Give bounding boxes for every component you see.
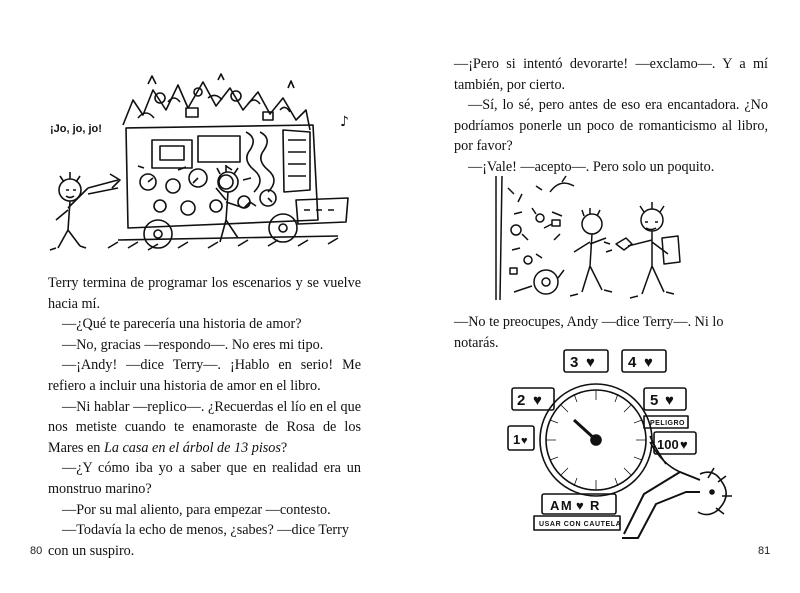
- paragraph: Terry termina de programar los escenarios y se vuelve hacia mí.: [48, 275, 361, 312]
- level-5-number: 5: [650, 392, 659, 409]
- amor-label-left: AM: [550, 498, 574, 513]
- machine-illustration: [48, 70, 358, 255]
- rosa-text-before: —Ni hablar —replico—. ¿Recuerdas el lío en el que nos metiste cuando te enamoraste de Rosa de los Mares en: [48, 398, 361, 456]
- heart-icon: ♥: [576, 498, 584, 513]
- candy-drawing: [492, 174, 700, 302]
- paragraph: —Todavía la echo de menos, ¿sabes? —dice Terry con un suspiro.: [48, 522, 349, 559]
- heart-icon: ♥: [680, 437, 688, 452]
- music-note: ♪: [340, 114, 349, 130]
- heart-icon: ♥: [665, 392, 674, 409]
- paragraph: —¡Pero si intentó devorarte! —exclamo—. Y a mí también, por cierto.: [454, 56, 768, 93]
- laugh-caption: ¡Jo, jo, jo!: [50, 123, 102, 135]
- paragraph: —¿Y cómo iba yo a saber que en realidad era un monstruo marino?: [48, 460, 361, 497]
- level-2-number: 2: [517, 392, 526, 409]
- handshake-illustration: [492, 174, 700, 302]
- paragraph: —No te preocupes, Andy —dice Terry—. Ni lo notarás.: [454, 314, 724, 351]
- love-meter-drawing: [504, 344, 744, 540]
- rosa-text-after: ?: [280, 439, 288, 456]
- love-meter-illustration: [504, 344, 744, 540]
- left-page-text: [48, 273, 361, 561]
- level-100-number: 100: [657, 437, 679, 452]
- heart-icon: ♥: [533, 392, 542, 409]
- heart-icon: ♥: [586, 354, 595, 371]
- paragraph: —¿Qué te parecería una historia de amor?: [62, 316, 302, 333]
- level-1-number: 1: [513, 432, 521, 447]
- paragraph-rosa: [48, 397, 361, 459]
- level-4-number: 4: [628, 354, 637, 371]
- page-number-left: 80: [30, 545, 43, 557]
- right-page: [400, 0, 800, 593]
- paragraph: —¡Vale! —acepto—. Pero solo un poquito.: [468, 158, 715, 175]
- paragraph: —Por su mal aliento, para empezar —contesto.: [62, 501, 331, 518]
- right-page-text-top: [454, 54, 768, 178]
- amor-label-right: R: [590, 498, 600, 513]
- caution-label: USAR CON CAUTELA: [539, 521, 622, 528]
- page-number-right: 81: [758, 545, 771, 557]
- peligro-label: PELIGRO: [650, 420, 686, 427]
- paragraph: —Sí, lo sé, pero antes de eso era encantadora. ¿No podríamos ponerle un poco de romanticismo al libro, por favor?: [454, 97, 768, 155]
- paragraph: —¡Andy! —dice Terry—. ¡Hablo en serio! Me refiero a incluir una historia de amor en el libro.: [48, 357, 361, 394]
- heart-icon: ♥: [521, 435, 528, 447]
- machine-drawing: [48, 70, 358, 255]
- book-title: La casa en el árbol de 13 pisos: [103, 439, 281, 456]
- level-3-number: 3: [570, 354, 579, 371]
- heart-icon: ♥: [644, 354, 653, 371]
- paragraph: —No, gracias —respondo—. No eres mi tipo.: [62, 336, 324, 353]
